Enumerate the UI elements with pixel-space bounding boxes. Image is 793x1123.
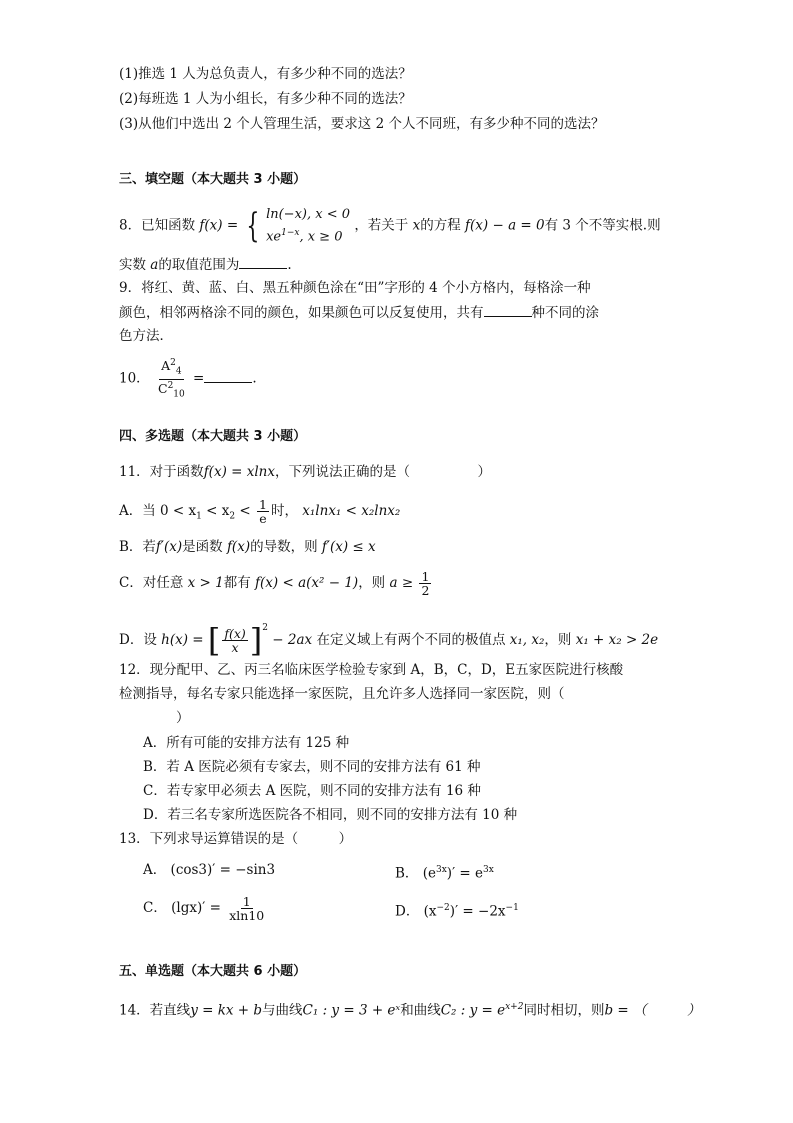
q11-c-den: 2 (421, 583, 430, 598)
q13-a-label: A． (143, 862, 167, 878)
q13-d-sup: −2 (436, 903, 450, 913)
q11-d-num: f(x) (224, 626, 246, 641)
q11-c-d: f(x) < a(x² − 1) (255, 575, 359, 591)
q8-line2c: . (287, 257, 292, 273)
q11-a-e: x₁lnx₁ < x₂lnx₂ (302, 503, 401, 519)
q11-stem (119, 462, 491, 482)
q12-line1: 12．现分配甲、乙、丙三名临床医学检验专家到 A，B，C，D，E五家医院进行核酸 (119, 662, 624, 678)
q9-line2a: 颜色，相邻两格涂不同的颜色，如果颜色可以反复使用，共有 (119, 305, 484, 321)
q10-end: . (252, 370, 257, 387)
q8-middle: ，若关于 (354, 217, 409, 234)
question-14 (119, 997, 701, 1021)
q13-d-label: D． (395, 903, 420, 920)
q11-stem-f: f(x) = xlnx (203, 464, 275, 480)
q11-c-c: 都有 (223, 575, 251, 591)
q12-line3: ） (176, 710, 190, 726)
q14-d: C₁ : y = 3 + eˣ (302, 1002, 401, 1019)
q8-case2: xe (266, 229, 282, 245)
q10-num-sub: 4 (175, 366, 182, 377)
q12-option-a[interactable]: A．所有可能的安排方法有 125 种 (143, 735, 350, 751)
q11-c-frac (419, 570, 431, 597)
q13-d-sup2: −1 (505, 903, 519, 913)
q13-c-den: xln10 (229, 908, 265, 923)
q14-c: 与曲线 (262, 1002, 303, 1019)
q7-part2: (2)每班选 1 人为小组长，有多少种不同的选法？ (119, 91, 412, 107)
q8-case1: ln(−x), x < 0 (266, 207, 351, 222)
q11-d-d: 在定义域上有两个不同的极值点 (316, 632, 506, 648)
q14-e: 和曲线 (400, 1002, 441, 1019)
q12-line2: 检测指导，每名专家只能选择一家医院，且允许多人选择同一家医院，则（ (119, 686, 565, 702)
q9-line3: 色方法． (119, 328, 173, 344)
q11-a-num: 1 (259, 497, 267, 512)
q10-den-sup: 2 (167, 380, 174, 391)
q8-equation: f(x) − a = 0 (465, 217, 545, 234)
q11-b-d: f(x) (226, 539, 251, 555)
q11-option-d[interactable]: D．设 h(x) = [ $\frac{f(x)}{x}$ ]$^2$ − 2ax 在定义域上有两个不同的极值点 x₁, x₂，则 x₁ + x₂ > 2e (119, 621, 659, 660)
q13-b-sup2: 3x (483, 865, 494, 875)
q13-c-num: 1 (242, 894, 251, 909)
q10-den: C (157, 380, 168, 396)
q11-a-den: e (259, 511, 267, 526)
q8-number: 8． (119, 217, 142, 234)
q14-g: 同时相切，则 (523, 1002, 605, 1019)
q11-d-b: h(x) = (161, 632, 208, 648)
q13-option-c[interactable] (143, 892, 268, 924)
question-8: 8．已知函数 f(x) = { ln(−x), x < 0 $xe^{1-x}$, x ≥ 0 ，若关于 x的方程 f(x) − a = 0有 3 个不等实根.则 (119, 206, 661, 247)
q11-c-num: 1 (421, 569, 430, 584)
q11-d-g: x₁ + x₂ > 2e (575, 632, 659, 648)
q10-eq: = (193, 370, 205, 387)
answer-blank-q9[interactable] (484, 302, 532, 317)
q11-b-f: f′(x) ≤ x (321, 539, 376, 555)
q11-stem-b: ，下列说法正确的是（ ） (274, 464, 491, 480)
q8-prefix: 已知函数 (141, 217, 196, 234)
q11-d-c: − 2ax (268, 632, 313, 648)
q12-option-d[interactable]: D．若三名专家所选医院各不相同，则不同的安排方法有 10 种 (143, 807, 518, 823)
q13-stem: 13．下列求导运算错误的是（ ） (119, 831, 353, 847)
q11-a-frac (257, 498, 269, 525)
q11-d-a: D．设 (119, 632, 157, 648)
q13-b-label: B． (395, 865, 419, 882)
q13-c-label: C． (143, 900, 167, 916)
q11-option-a[interactable]: A．当 $0 < x_1 < x_2$ < $\frac{1}{e}$ 时， x₁lnx₁ < x₂lnx₂ (119, 497, 401, 526)
q11-c-b: x > 1 (187, 575, 224, 591)
q8-line2var: a (150, 257, 159, 273)
q10-fraction (156, 357, 187, 401)
q11-b-c: 是函数 (182, 539, 223, 555)
q8-middle2: 的方程 (420, 217, 461, 234)
q11-a-b: < x (201, 503, 230, 519)
q10-num: A (161, 358, 171, 374)
q10-den-sub: 10 (173, 389, 185, 400)
q11-c-a: C．对任意 (119, 575, 184, 591)
q11-a-a: A．当 0 < x (119, 503, 197, 519)
q11-b-b: f′(x) (155, 539, 183, 555)
q13-b-a: (e (422, 865, 436, 882)
q13-d-a: (x (423, 903, 437, 920)
q13-option-d[interactable] (395, 898, 519, 922)
question-10 (119, 357, 257, 401)
piecewise-function: { ln(−x), x < 0 $xe^{1-x}$, x ≥ 0 (246, 206, 351, 247)
q11-d-f: ，则 (544, 632, 572, 648)
q10-number: 10． (119, 370, 150, 387)
q8-case2-exp: 1−x (281, 228, 300, 238)
q11-option-c[interactable] (119, 568, 433, 598)
q11-b-a: B．若 (119, 539, 156, 555)
q9-line1: 9．将红、黄、蓝、白、黑五种颜色涂在“田”字形的 4 个小方格内，每格涂一种 (119, 280, 591, 296)
q11-option-b[interactable] (119, 537, 376, 557)
q11-c-e: ，则 (358, 575, 386, 591)
q14-b: y = kx + b (190, 1002, 263, 1019)
q8-var: x (412, 217, 421, 234)
q9-line2b: 种不同的涂 (531, 305, 599, 321)
section-heading-single-choice: 五、单选题（本大题共 6 小题） (119, 964, 307, 979)
q13-c-a: (lgx)′ = (171, 900, 226, 916)
q14-h: b = （ ） (604, 1002, 701, 1019)
q11-d-frac (222, 627, 247, 654)
q8-line2 (119, 254, 292, 275)
q8-line2b: 的取值范围为 (158, 257, 240, 273)
q8-line2a: 实数 (119, 257, 146, 273)
q11-d-e: x₁, x₂ (509, 632, 545, 648)
q14-a: 14．若直线 (119, 1002, 191, 1019)
q7-part1: (1)推选 1 人为总负责人，有多少种不同的选法？ (119, 66, 412, 82)
q13-option-b[interactable] (395, 860, 494, 884)
q13-a-expr: (cos3)′ = −sin3 (170, 862, 276, 878)
q11-d-den: x (231, 640, 239, 655)
q11-stem-a: 11．对于函数 (119, 464, 204, 480)
answer-blank-q8[interactable] (239, 254, 287, 269)
answer-blank-q10[interactable] (204, 368, 252, 383)
q13-c-frac (227, 895, 266, 922)
section-heading-fill-in: 三、填空题（本大题共 3 小题） (119, 172, 307, 187)
q14-f-sup: x+2 (505, 1002, 524, 1012)
q11-c-f: a ≥ (389, 575, 418, 591)
q12-option-c[interactable]: C．若专家甲必须去 A 医院，则不同的安排方法有 16 种 (143, 783, 481, 799)
q12-option-b[interactable]: B．若 A 医院必须有专家去，则不同的安排方法有 61 种 (143, 759, 481, 775)
q8-suffix: 有 3 个不等实根.则 (544, 217, 661, 234)
q11-b-e: 的导数，则 (250, 539, 318, 555)
q13-b-sup: 3x (435, 865, 447, 875)
q7-part3: (3)从他们中选出 2 个人管理生活，要求这 2 个人不同班，有多少种不同的选法？ (119, 116, 605, 132)
q9-line2 (119, 302, 599, 323)
q11-a-d: 时， (270, 503, 298, 519)
q13-option-a[interactable] (143, 860, 275, 880)
q10-num-sup: 2 (170, 358, 176, 368)
q13-b-b: )′ = e (446, 865, 484, 882)
q14-f: C₂ : y = e (440, 1002, 506, 1019)
section-heading-multi-choice: 四、多选题（本大题共 3 小题） (119, 429, 307, 444)
q13-d-b: )′ = −2x (449, 903, 506, 920)
q8-case2-tail: , x ≥ 0 (299, 229, 343, 245)
q11-a-c: < (235, 503, 256, 519)
